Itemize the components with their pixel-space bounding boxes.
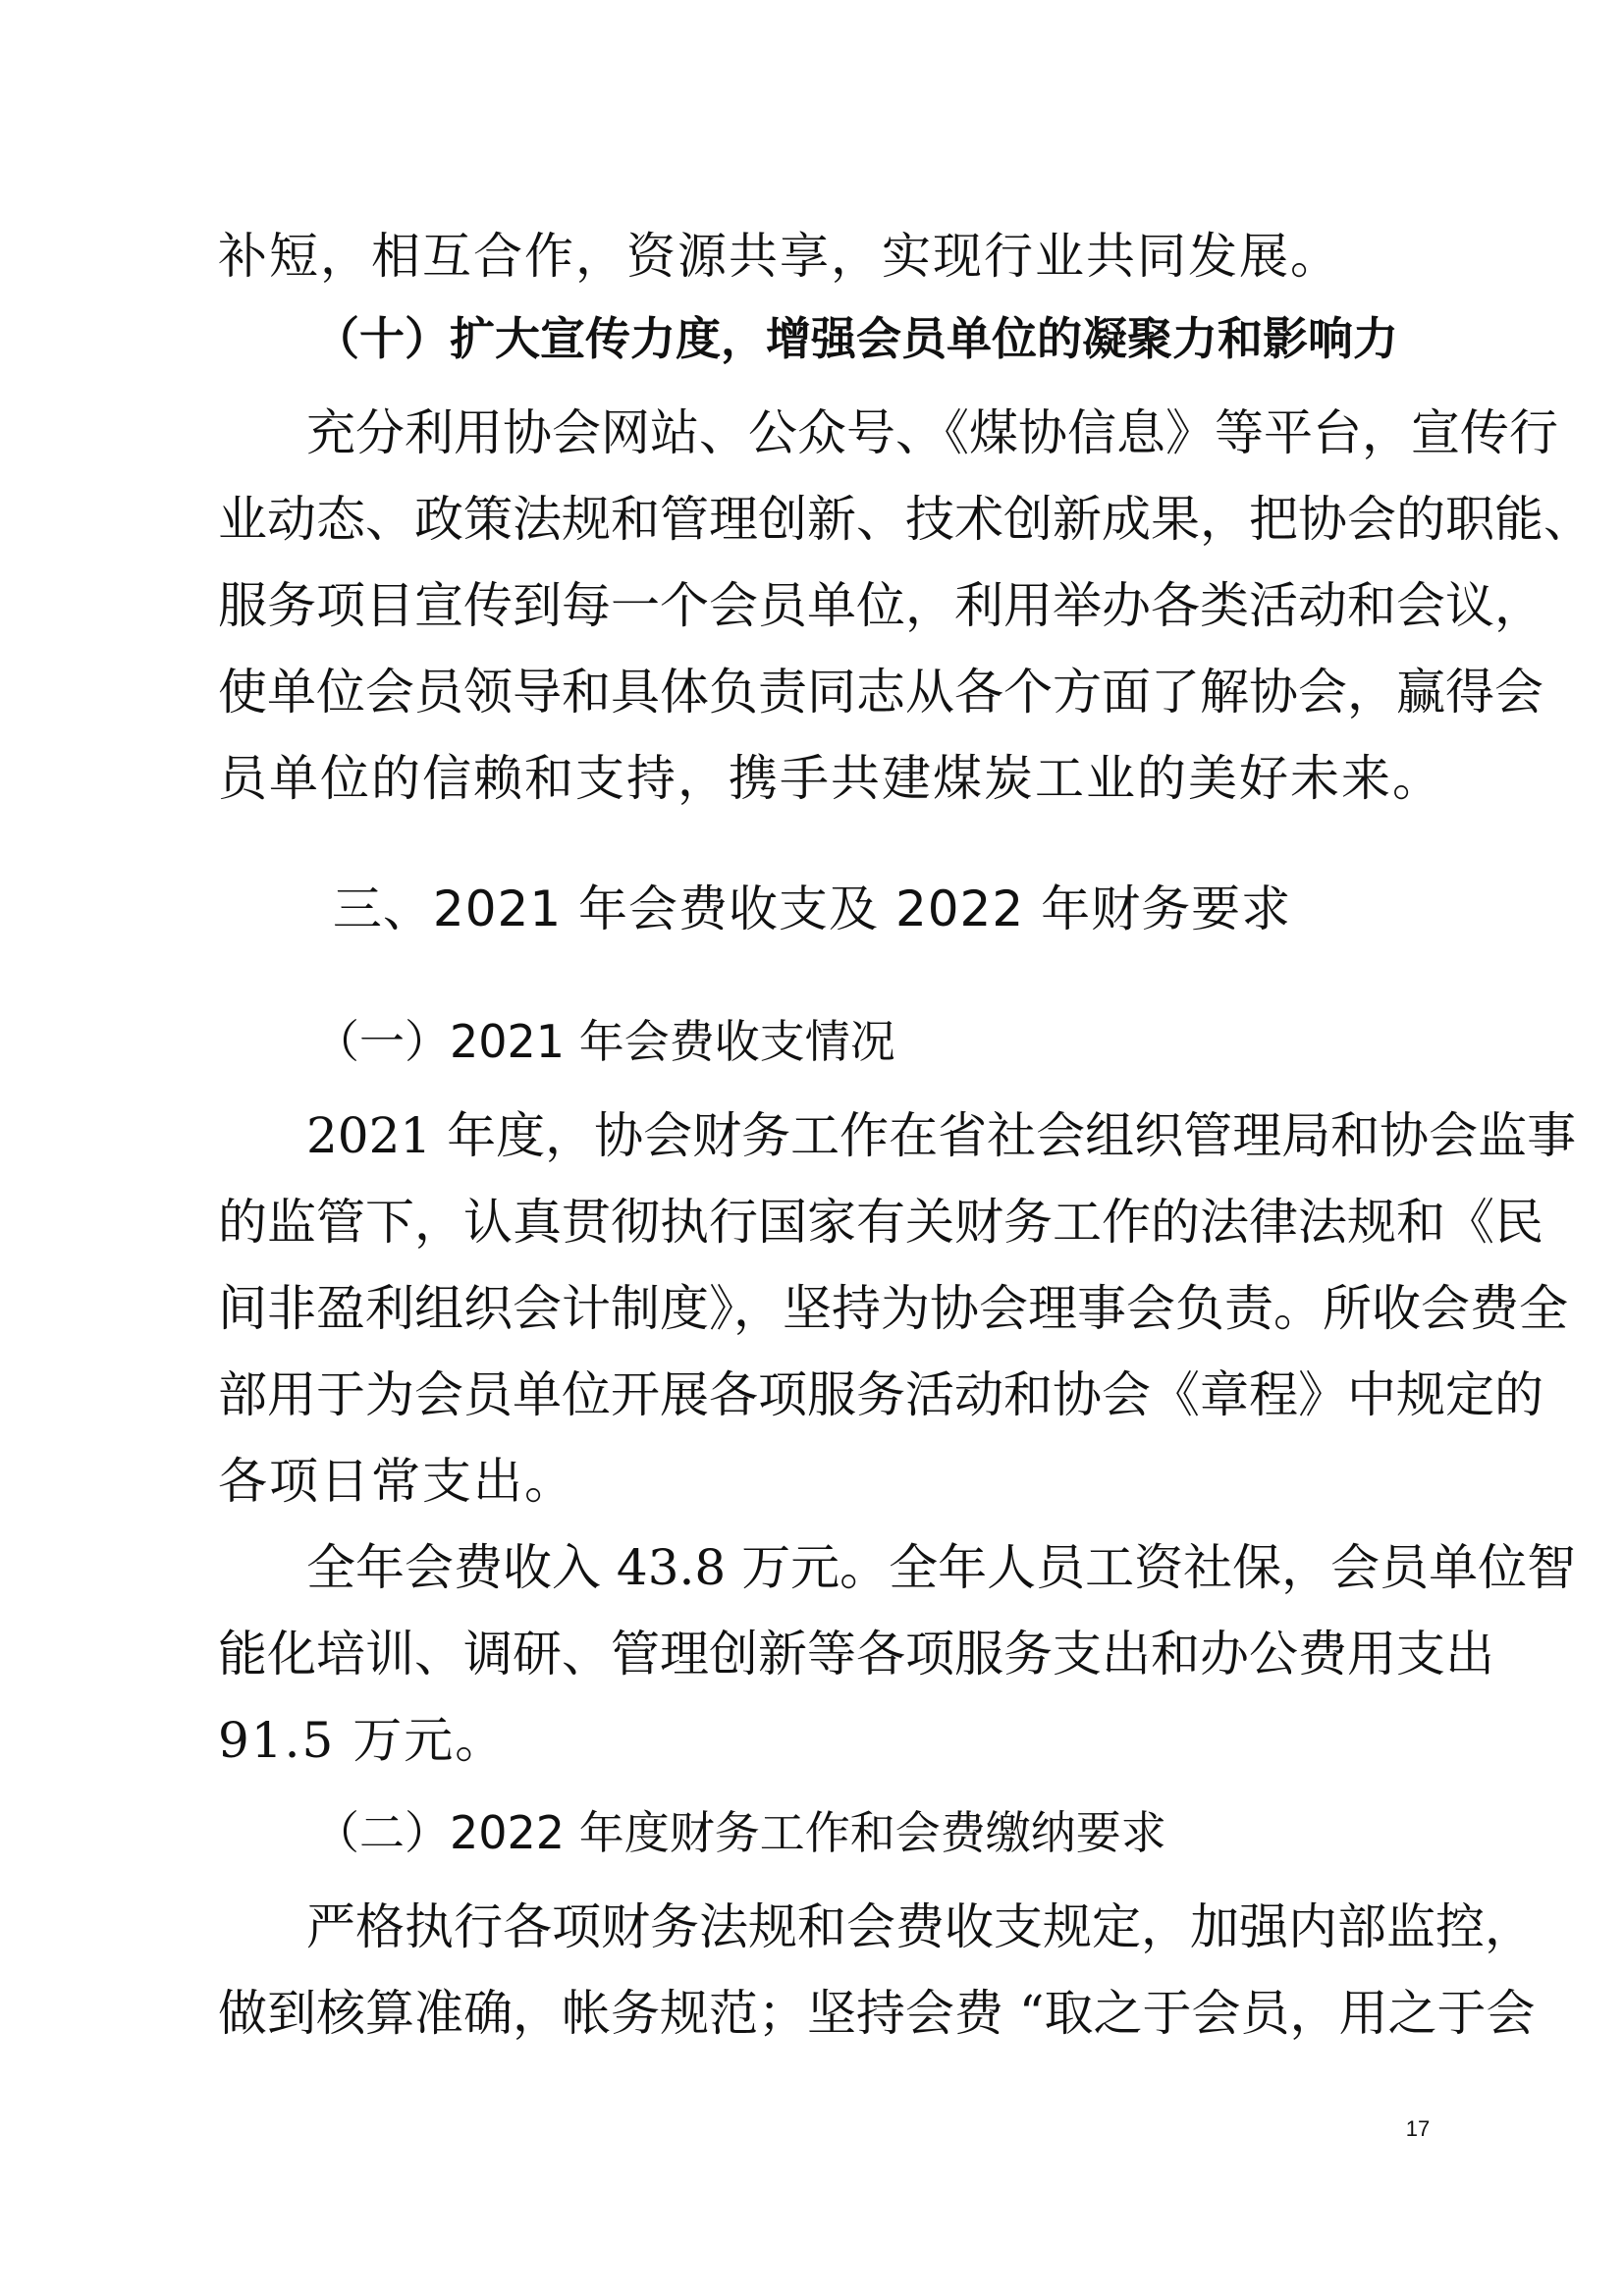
page-number: 17 (1405, 2116, 1431, 2141)
paragraph-line: 91.5 万元。 (218, 1712, 507, 1769)
paragraph-line: 的监管下，认真贯彻执行国家有关财务工作的法律法规和《民 (218, 1194, 1543, 1251)
paragraph-line: 补短，相互合作，资源共享，实现行业共同发展。 (218, 228, 1341, 285)
paragraph-line: 充分利用协会网站、公众号、《煤协信息》等平台，宣传行 (306, 404, 1558, 461)
section-heading-10: （十）扩大宣传力度，增强会员单位的凝聚力和影响力 (314, 312, 1398, 365)
paragraph-line: 各项日常支出。 (218, 1453, 575, 1510)
paragraph-line: 部用于为会员单位开展各项服务活动和协会《章程》中规定的 (218, 1366, 1543, 1423)
paragraph-line: 做到核算准确，帐务规范；坚持会费 “取之于会员，用之于会 (218, 1985, 1536, 2042)
section-heading-3: 三、2021 年会费收支及 2022 年财务要求 (332, 881, 1292, 937)
paragraph-line: 全年会费收入 43.8 万元。全年人员工资社保，会员单位智 (306, 1539, 1577, 1596)
paragraph-line: 间非盈利组织会计制度》，坚持为协会理事会负责。所收会费全 (218, 1280, 1568, 1337)
paragraph-line: 服务项目宣传到每一个会员单位，利用举办各类活动和会议， (218, 577, 1543, 634)
paragraph-line: 业动态、政策法规和管理创新、技术创新成果，把协会的职能、 (218, 491, 1593, 548)
paragraph-line: 严格执行各项财务法规和会费收支规定，加强内部监控， (306, 1898, 1534, 1955)
subsection-heading-2: （二）2022 年度财务工作和会费缴纳要求 (314, 1806, 1166, 1859)
paragraph-line: 使单位会员领导和具体负责同志从各个方面了解协会，赢得会 (218, 664, 1543, 721)
paragraph-line: 能化培训、调研、管理创新等各项服务支出和办公费用支出 (218, 1626, 1494, 1682)
paragraph-line: 2021 年度，协会财务工作在省社会组织管理局和协会监事 (306, 1107, 1577, 1164)
subsection-heading-1: （一）2021 年会费收支情况 (314, 1015, 895, 1068)
paragraph-line: 员单位的信赖和支持，携手共建煤炭工业的美好未来。 (218, 750, 1443, 807)
